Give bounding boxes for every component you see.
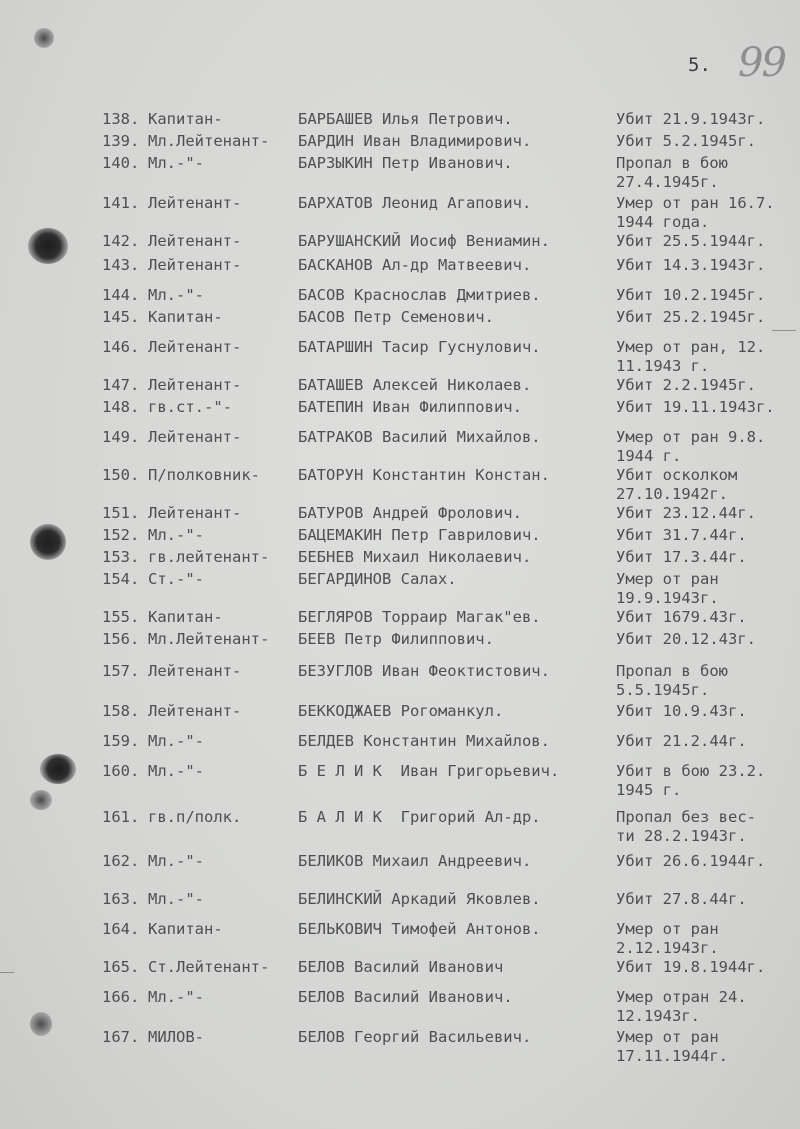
entry-fate: Убит 23.12.44г.: [616, 504, 756, 522]
entry-rank: Мл.Лейтенант-: [148, 132, 270, 150]
entry-fate: Убит 21.2.44г.: [616, 732, 747, 750]
entry-number: 144.: [102, 286, 140, 304]
entry-fate: Убит 10.2.1945г.: [616, 286, 766, 304]
entry-name: БЕЗУГЛОВ Иван Феоктистович.: [298, 662, 550, 680]
entry-fate: Убит 19.11.1943г.: [616, 398, 775, 416]
entry-number: 150.: [102, 466, 140, 484]
entry-rank: Лейтенант-: [148, 504, 242, 522]
entry-number: 167.: [102, 1028, 140, 1046]
entry-name: БАТАШЕВ Алексей Николаев.: [298, 376, 532, 394]
entry-name: БАТУРОВ Андрей Фролович.: [298, 504, 522, 522]
entry-rank: Ст.Лейтенант-: [148, 958, 270, 976]
entry-fate: Убит 31.7.44г.: [616, 526, 747, 544]
entry-rank: гв.ст.-"-: [148, 398, 232, 416]
entry-rank: Мл.-"-: [148, 526, 204, 544]
entry-number: 160.: [102, 762, 140, 780]
entry-fate: Умер от ран, 12. 11.1943 г.: [616, 338, 766, 375]
entry-rank: гв.п/полк.: [148, 808, 242, 826]
entry-name: БАТОРУН Константин Констан.: [298, 466, 550, 484]
entry-number: 163.: [102, 890, 140, 908]
entry-fate: Умер от ран 19.9.1943г.: [616, 570, 719, 607]
entry-rank: Лейтенант-: [148, 376, 242, 394]
entry-fate: Убит осколком 27.10.1942г.: [616, 466, 738, 503]
entry-name: Б Е Л И К Иван Григорьевич.: [298, 762, 560, 780]
entry-rank: Лейтенант-: [148, 428, 242, 446]
entry-rank: Мл.-"-: [148, 732, 204, 750]
entry-rank: Ст.-"-: [148, 570, 204, 588]
punch-hole: [34, 28, 54, 48]
entry-number: 138.: [102, 110, 140, 128]
list-item: [0, 154, 800, 198]
entry-fate: Пропал в бою 27.4.1945г.: [616, 154, 728, 191]
entry-number: 148.: [102, 398, 140, 416]
entry-number: 162.: [102, 852, 140, 870]
entry-number: 141.: [102, 194, 140, 212]
entry-rank: Мл.-"-: [148, 852, 204, 870]
entry-rank: Мл.-"-: [148, 286, 204, 304]
entry-rank: Мл.-"-: [148, 154, 204, 172]
list-item: [0, 762, 800, 806]
entry-fate: Убит 27.8.44г.: [616, 890, 747, 908]
entry-fate: Пропал без вес- ти 28.2.1943г.: [616, 808, 756, 845]
entry-name: БЕЛИНСКИЙ Аркадий Яковлев.: [298, 890, 541, 908]
entry-name: БАРУШАНСКИЙ Иосиф Вениамин.: [298, 232, 550, 250]
entry-name: БЕЛЬКОВИЧ Тимофей Антонов.: [298, 920, 541, 938]
entry-name: БАСКАНОВ Ал-др Матвеевич.: [298, 256, 532, 274]
entry-rank: Лейтенант-: [148, 662, 242, 680]
entry-name: БЕЛДЕВ Константин Михайлов.: [298, 732, 550, 750]
entry-rank: Капитан-: [148, 308, 223, 326]
entry-number: 153.: [102, 548, 140, 566]
entry-rank: Лейтенант-: [148, 338, 242, 356]
entry-number: 145.: [102, 308, 140, 326]
entry-name: БЕЕВ Петр Филиппович.: [298, 630, 494, 648]
entry-rank: Капитан-: [148, 920, 223, 938]
entry-rank: Лейтенант-: [148, 702, 242, 720]
entry-fate: Убит 26.6.1944г.: [616, 852, 766, 870]
entry-rank: Мл.-"-: [148, 762, 204, 780]
entry-number: 146.: [102, 338, 140, 356]
entry-fate: Убит 21.9.1943г.: [616, 110, 766, 128]
entry-number: 158.: [102, 702, 140, 720]
entry-rank: Мл.-"-: [148, 988, 204, 1006]
entry-name: БЕЛОВ Георгий Васильевич.: [298, 1028, 532, 1046]
entry-fate: Умер от ран 2.12.1943г.: [616, 920, 719, 957]
entry-number: 159.: [102, 732, 140, 750]
entry-number: 143.: [102, 256, 140, 274]
entry-fate: Умер от ран 9.8. 1944 г.: [616, 428, 766, 465]
entry-name: БАРДИН Иван Владимирович.: [298, 132, 532, 150]
entry-name: БЕЛИКОВ Михаил Андреевич.: [298, 852, 532, 870]
entry-name: БАРЗЫКИН Петр Иванович.: [298, 154, 513, 172]
entry-number: 152.: [102, 526, 140, 544]
entry-name: БЕГАРДИНОВ Салах.: [298, 570, 457, 588]
entry-fate: Убит 25.5.1944г.: [616, 232, 766, 250]
entry-fate: Убит 5.2.1945г.: [616, 132, 756, 150]
entry-name: БЕККОДЖАЕВ Рогоманкул.: [298, 702, 504, 720]
entry-fate: Пропал в бою 5.5.1945г.: [616, 662, 728, 699]
entry-fate: Умер от ран 17.11.1944г.: [616, 1028, 728, 1065]
entry-name: БЕЛОВ Василий Иванович: [298, 958, 504, 976]
entry-name: БАРХАТОВ Леонид Агапович.: [298, 194, 532, 212]
entry-fate: Убит в бою 23.2. 1945 г.: [616, 762, 766, 799]
entry-number: 165.: [102, 958, 140, 976]
list-item: [0, 988, 800, 1032]
entry-name: Б А Л И К Григорий Ал-др.: [298, 808, 541, 826]
list-item: [0, 662, 800, 706]
entry-fate: Убит 1679.43г.: [616, 608, 747, 626]
entry-rank: Капитан-: [148, 110, 223, 128]
entry-rank: гв.лейтенант-: [148, 548, 270, 566]
entry-fate: Убит 2.2.1945г.: [616, 376, 756, 394]
entry-rank: Лейтенант-: [148, 232, 242, 250]
entry-name: БАЦЕМАКИН Петр Гаврилович.: [298, 526, 541, 544]
handwritten-page-number: 99: [738, 40, 785, 86]
entry-number: 142.: [102, 232, 140, 250]
entry-number: 155.: [102, 608, 140, 626]
entry-rank: Лейтенант-: [148, 194, 242, 212]
entry-fate: Умер отран 24. 12.1943г.: [616, 988, 747, 1025]
entry-number: 139.: [102, 132, 140, 150]
entry-name: БАСОВ Петр Семенович.: [298, 308, 494, 326]
entry-number: 166.: [102, 988, 140, 1006]
entry-fate: Убит 14.3.1943г.: [616, 256, 766, 274]
entry-rank: Мл.-"-: [148, 890, 204, 908]
entry-fate: Убит 10.9.43г.: [616, 702, 747, 720]
entry-number: 140.: [102, 154, 140, 172]
entry-name: БАРБАШЕВ Илья Петрович.: [298, 110, 513, 128]
entry-name: БАТЕПИН Иван Филиппович.: [298, 398, 522, 416]
entry-rank: МИЛОВ-: [148, 1028, 204, 1046]
list-item: [0, 1028, 800, 1072]
entry-name: БАТАРШИН Тасир Гуснулович.: [298, 338, 541, 356]
entry-number: 164.: [102, 920, 140, 938]
entry-fate: Убит 19.8.1944г.: [616, 958, 766, 976]
entry-name: БЕГЛЯРОВ Торраир Магак"ев.: [298, 608, 541, 626]
entry-name: БАТРАКОВ Василий Михайлов.: [298, 428, 541, 446]
entry-fate: Умер от ран 16.7. 1944 года.: [616, 194, 775, 231]
entry-number: 149.: [102, 428, 140, 446]
entry-fate: Убит 20.12.43г.: [616, 630, 756, 648]
entry-rank: Лейтенант-: [148, 256, 242, 274]
entry-number: 157.: [102, 662, 140, 680]
entry-rank: Капитан-: [148, 608, 223, 626]
entry-number: 151.: [102, 504, 140, 522]
page-number: 5.: [688, 54, 711, 76]
entry-name: БЕБНЕВ Михаил Николаевич.: [298, 548, 532, 566]
entry-rank: Мл.Лейтенант-: [148, 630, 270, 648]
entry-rank: П/полковник-: [148, 466, 260, 484]
entry-fate: Убит 25.2.1945г.: [616, 308, 766, 326]
list-item: [0, 808, 800, 852]
entry-number: 154.: [102, 570, 140, 588]
entry-name: БАСОВ Краснослав Дмитриев.: [298, 286, 541, 304]
entry-fate: Убит 17.3.44г.: [616, 548, 747, 566]
entry-name: БЕЛОВ Василий Иванович.: [298, 988, 513, 1006]
entry-number: 156.: [102, 630, 140, 648]
entry-number: 161.: [102, 808, 140, 826]
entry-number: 147.: [102, 376, 140, 394]
